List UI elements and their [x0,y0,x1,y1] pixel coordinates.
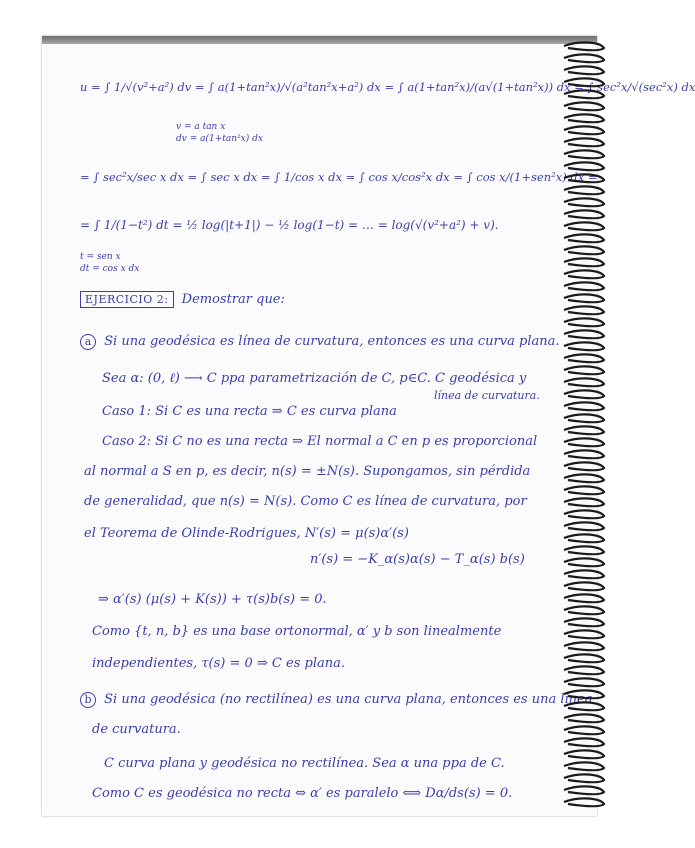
spiral-coil [564,78,604,86]
spiral-coil [564,258,604,266]
exercise-title: EJERCICIO 2: [80,291,174,308]
spiral-coil [564,390,604,398]
spiral-coil [564,654,604,662]
spiral-coil [564,798,604,806]
spiral-coil [564,282,604,290]
spiral-coil [564,306,604,314]
spiral-coil [564,222,604,230]
spiral-coil [564,414,604,422]
spiral-coil [564,738,604,746]
substitution-2: dv = a(1+tan²x) dx [176,134,263,144]
exercise-prompt: Demostrar que: [181,292,285,307]
spiral-coil [564,546,604,554]
part-b-line-2: Como C es geodésica no recta ⇔ α′ es paralelo ⟺ Dα/ds(s) = 0. [92,786,513,801]
spiral-coil [564,510,604,518]
spiral-coil [564,330,604,338]
spiral-coil [564,246,604,254]
part-a-line-1b: línea de curvatura. [434,389,540,402]
spiral-coil [564,774,604,782]
math-line-3: = ∫ 1/(1−t²) dt = ½ log(|t+1|) − ½ log(1−t) = … = log(√(v²+a²) + v). [80,218,499,232]
part-a-line-10: independientes, τ(s) = 0 ⇒ C es plana. [92,656,345,671]
part-b-statement-row [80,692,593,708]
spiral-coil [564,42,604,50]
part-a-line-3: Caso 2: Si C no es una recta ⇒ El normal a C en p es proporcional [102,434,538,449]
spiral-coil [564,522,604,530]
spiral-coil [564,642,604,650]
spiral-coil [564,702,604,710]
part-b-label: b [80,692,96,708]
notebook-page [42,36,695,816]
spiral-coil [564,570,604,578]
spiral-coil [564,714,604,722]
spiral-coil [564,198,604,206]
part-b-line-1: C curva plana y geodésica no rectilínea. Sea α una ppa de C. [104,756,505,771]
spiral-coil [564,366,604,374]
spiral-coil [564,486,604,494]
spiral-coil [564,186,604,194]
spiral-coil [564,762,604,770]
part-a-statement-row [80,334,559,350]
spiral-coil [564,678,604,686]
part-a-line-7: n′(s) = −K_α(s)α(s) − T_α(s) b(s) [310,552,525,567]
spiral-coil [564,294,604,302]
part-a-line-9: Como {t, n, b} es una base ortonormal, α′ y b son linealmente [92,624,502,639]
math-line-2: = ∫ sec²x/sec x dx = ∫ sec x dx = ∫ 1/cos x dx = ∫ cos x/cos²x dx = ∫ cos x/(1+sen²x) dx = [80,170,598,184]
spiral-coil [564,210,604,218]
spiral-coil [564,750,604,758]
part-a-statement: Si una geodésica es línea de curvatura, entonces es una curva plana. [104,334,560,349]
substitution-4: dt = cos x dx [80,264,140,274]
spiral-coil [564,342,604,350]
part-b-statement: Si una geodésica (no rectilínea) es una curva plana, entonces es una línea [104,692,593,707]
spiral-coil [564,450,604,458]
substitution-3: t = sen x [80,252,121,262]
spiral-coil [564,138,604,146]
part-a-label: a [80,334,96,350]
spiral-coil [564,150,604,158]
math-line-1: u = ∫ 1/√(v²+a²) dv = ∫ a(1+tan²x)/√(a²tan²x+a²) dx = ∫ a(1+tan²x)/(a√(1+tan²x)) dx = ∫ sec²x/√(sec²x) dx [80,80,695,94]
spiral-coil [564,114,604,122]
spiral-coil [564,426,604,434]
spiral-coil [564,462,604,470]
part-b-statement-2: de curvatura. [92,722,181,737]
spiral-coil [564,666,604,674]
spiral-coil [564,558,604,566]
part-a-line-8: ⇒ α′(s) (μ(s) + K(s)) + τ(s)b(s) = 0. [98,592,327,607]
part-a-line-6: el Teorema de Olinde-Rodrigues, N′(s) = μ(s)α′(s) [84,526,409,541]
substitution-1: v = a tan x [176,122,226,132]
spiral-coil [564,786,604,794]
spiral-coil [564,474,604,482]
spiral-coil [564,162,604,170]
spiral-coil [564,630,604,638]
spiral-coil [564,582,604,590]
part-a-line-1: Sea α: (0, ℓ) ⟶ C ppa parametrización de C, p∈C. C geodésica y [102,371,527,386]
part-a-line-2: Caso 1: Si C es una recta ⇒ C es curva plana [102,404,397,419]
part-a-line-4: al normal a S en p, es decir, n(s) = ±N(s). Supongamos, sin pérdida [84,464,531,479]
spiral-coil [564,90,604,98]
spiral-coil [564,594,604,602]
spiral-coil [564,54,604,62]
spiral-coil [564,234,604,242]
spiral-coil [564,618,604,626]
spiral-coil [564,126,604,134]
spiral-coil [564,174,604,182]
page-top-edge [42,36,597,44]
spiral-coil [564,354,604,362]
spiral-coil [564,606,604,614]
spiral-coil [564,378,604,386]
spiral-coil [564,402,604,410]
spiral-coil [564,726,604,734]
spiral-coil [564,534,604,542]
spiral-coil [564,270,604,278]
exercise-header [80,292,285,307]
part-a-line-5: de generalidad, que n(s) = N(s). Como C es línea de curvatura, por [84,494,527,509]
spiral-coil [564,318,604,326]
spiral-binding [560,40,608,810]
spiral-coil [564,498,604,506]
spiral-coil [564,690,604,698]
spiral-coil [564,438,604,446]
spiral-coil [564,102,604,110]
spiral-coil [564,66,604,74]
